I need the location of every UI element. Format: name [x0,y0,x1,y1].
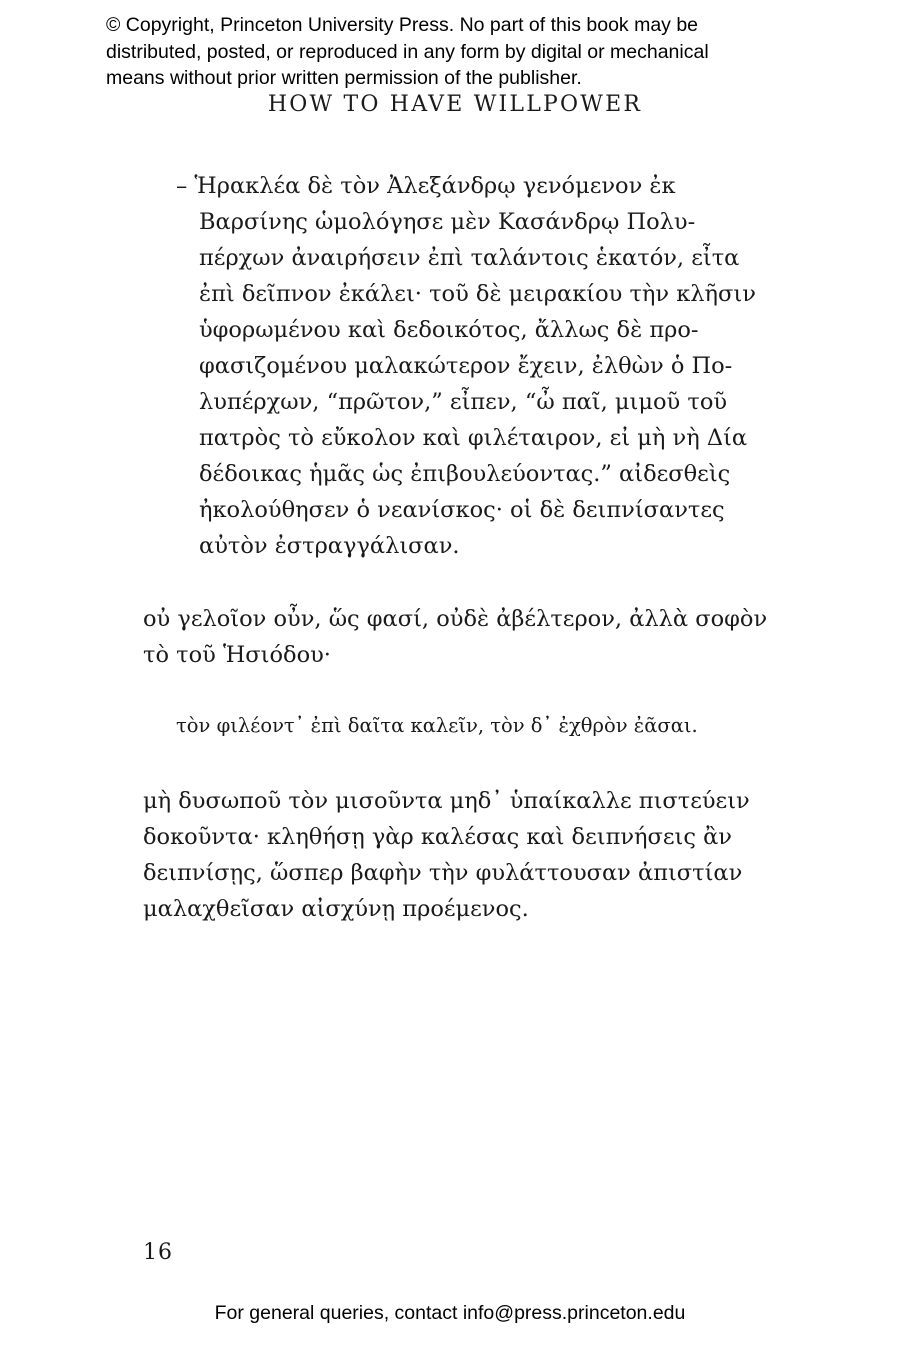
copyright-line: © Copyright, Princeton University Press. No part of this book may be [106,14,699,36]
paragraph-line: δειπνίσῃς, ὥσπερ βαφὴν τὴν φυλάττουσαν ἀπιστίαν [143,860,743,886]
quote-line: λυπέρχων, “πρῶτον,” εἶπεν, “ὦ παῖ, μιμοῦ τοῦ [199,389,728,415]
paragraph-line: μὴ δυσωποῦ τὸν μισοῦντα μηδ᾽ ὑπαίκαλλε πιστεύειν [143,788,750,814]
quote-line: ἐπὶ δεῖπνον ἐκάλει· τοῦ δὲ μειρακίου τὴν κλῆσιν [199,281,756,307]
quote-line: Βαρσίνης ὡμολόγησε μὲν Κασάνδρῳ Πολυ- [199,209,696,235]
quote-line: φασιζομένου μαλακώτερον ἔχειν, ἐλθὼν ὁ Πο- [199,353,733,379]
paragraph-2 [143,783,803,927]
paragraph-line: δοκοῦντα· κληθήσῃ γὰρ καλέσας καὶ δειπνήσεις ἂν [143,824,732,850]
quote-line: πατρὸς τὸ εὔκολον καὶ φιλέταιρον, εἰ μὴ νὴ Δία [199,425,748,451]
paragraph-line: τὸ τοῦ Ἡσιόδου· [143,642,331,668]
greek-quote-block [176,168,796,564]
quote-line: πέρχων ἀναιρήσειν ἐπὶ ταλάντοις ἑκατόν, εἶτα [199,245,740,271]
hesiod-verse [176,711,816,741]
verse-line: τὸν φιλέοντ᾽ ἐπὶ δαῖτα καλεῖν, τὸν δ᾽ ἐχθρὸν ἐᾶσαι. [176,714,698,737]
running-head: HOW TO HAVE WILLPOWER [267,92,643,117]
copyright-notice [106,12,866,92]
quote-line: ὑφορωμένου καὶ δεδοικότος, ἄλλως δὲ προ- [199,317,699,343]
footer-contact: For general queries, contact info@press.princeton.edu [214,1302,686,1324]
quote-line: ἠκολούθησεν ὁ νεανίσκος· οἱ δὲ δειπνίσαντες [199,497,725,523]
page-number: 16 [143,1240,173,1265]
paragraph-line: οὐ γελοῖον οὖν, ὥς φασί, οὐδὲ ἀβέλτερον, ἀλλὰ σοφὸν [143,606,768,632]
copyright-line: means without prior written permission of the publisher. [106,67,582,89]
copyright-line: distributed, posted, or reproduced in any form by digital or mechanical [106,40,709,63]
paragraph-1 [143,601,803,673]
quote-line: αὐτὸν ἐστραγγάλισαν. [199,533,460,559]
paragraph-line: μαλαχθεῖσαν αἰσχύνῃ προέμενος. [143,896,529,922]
quote-line: – Ἡρακλέα δὲ τὸν Ἀλεξάνδρῳ γενόμενον ἐκ [176,173,676,199]
quote-line: δέδοικας ἡμᾶς ὡς ἐπιβουλεύοντας.” αἰδεσθεὶς [199,461,731,487]
